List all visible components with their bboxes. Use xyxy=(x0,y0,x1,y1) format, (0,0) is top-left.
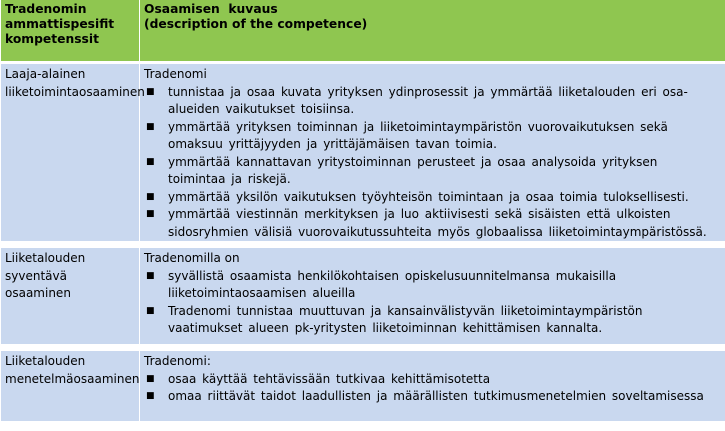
description-list xyxy=(144,84,721,242)
header-description xyxy=(140,0,725,63)
square-bullet-icon: ■ xyxy=(146,209,155,219)
header-description-title: Osaamisen kuvaus xyxy=(144,2,278,16)
competence-label: Liiketalouden menetelmäosaaminen xyxy=(1,348,140,422)
description-intro: Tradenomi xyxy=(144,67,207,81)
competence-label: Liiketalouden syventävä osaaminen xyxy=(1,245,140,348)
competence-description xyxy=(140,348,725,422)
competence-label: Laaja-alainen liiketoimintaosaaminen xyxy=(1,63,140,245)
description-intro: Tradenomi: xyxy=(144,354,211,368)
list-item: ■ omaa riittävät taidot laadullisten ja määrällisten tutkimusmenetelmien soveltamisessa xyxy=(144,388,721,406)
list-item: ■ ymmärtää yrityksen toiminnan ja liiketoimintaympäristön vuorovaikutuksen sekä omaksuu yrittäjyyden ja yrittäjämäisen tavan toimia. xyxy=(146,119,668,151)
list-item: ■ tunnistaa ja osaa kuvata yrityksen ydinprosessit ja ymmärtää liiketalouden eri osa-alueiden vaikutukset toisiinsa. xyxy=(146,84,688,116)
square-bullet-icon: ■ xyxy=(146,305,155,316)
list-item: ■ syvällistä osaamista henkilökohtaisen opiskelusuunnitelmansa mukaisilla liiketoimintaosaamisen alueilla xyxy=(146,268,617,300)
table-row xyxy=(1,245,725,348)
table-row xyxy=(1,348,725,422)
square-bullet-icon: ■ xyxy=(146,156,155,167)
list-item: ■ ymmärtää yksilön vaikutuksen työyhteisön toimintaan ja osaa toimia tuloksellisesti. xyxy=(144,189,721,207)
square-bullet-icon: ■ xyxy=(146,373,155,384)
square-bullet-icon: ■ xyxy=(146,86,155,97)
square-bullet-icon: ■ xyxy=(146,191,155,202)
header-row xyxy=(1,0,725,63)
square-bullet-icon: ■ xyxy=(146,391,155,401)
list-item: ■ ymmärtää kannattavan yritystoiminnan perusteet ja osaa analysoida yrityksen toimintaa ja riskejä. xyxy=(146,154,658,186)
description-list xyxy=(144,371,721,406)
table-row xyxy=(1,63,725,245)
competence-description xyxy=(140,245,725,348)
header-competences: Tradenomin ammattispesifit kompetenssit xyxy=(1,0,140,63)
description-list xyxy=(144,268,721,338)
list-item: ■ ymmärtää viestinnän merkityksen ja luo aktiivisesti sekä sisäisten että ulkoisten sidosryhmien välisiä vuorovaikutussuhteita myös globaalissa liiketoimintaympäristössä. xyxy=(146,207,707,239)
square-bullet-icon: ■ xyxy=(146,121,155,132)
description-intro: Tradenomilla on xyxy=(144,251,240,265)
square-bullet-icon: ■ xyxy=(146,270,155,281)
list-item: ■ Tradenomi tunnistaa muuttuvan ja kansainvälistyvän liiketoimintaympäristön vaatimukset alueen pk-yritysten liiketoiminnan kehittämisen kannalta. xyxy=(146,303,643,335)
competence-description xyxy=(140,63,725,245)
list-item: ■ osaa käyttää tehtävissään tutkivaa kehittämisotetta xyxy=(144,371,721,389)
header-description-subtitle: (description of the competence) xyxy=(144,17,368,31)
